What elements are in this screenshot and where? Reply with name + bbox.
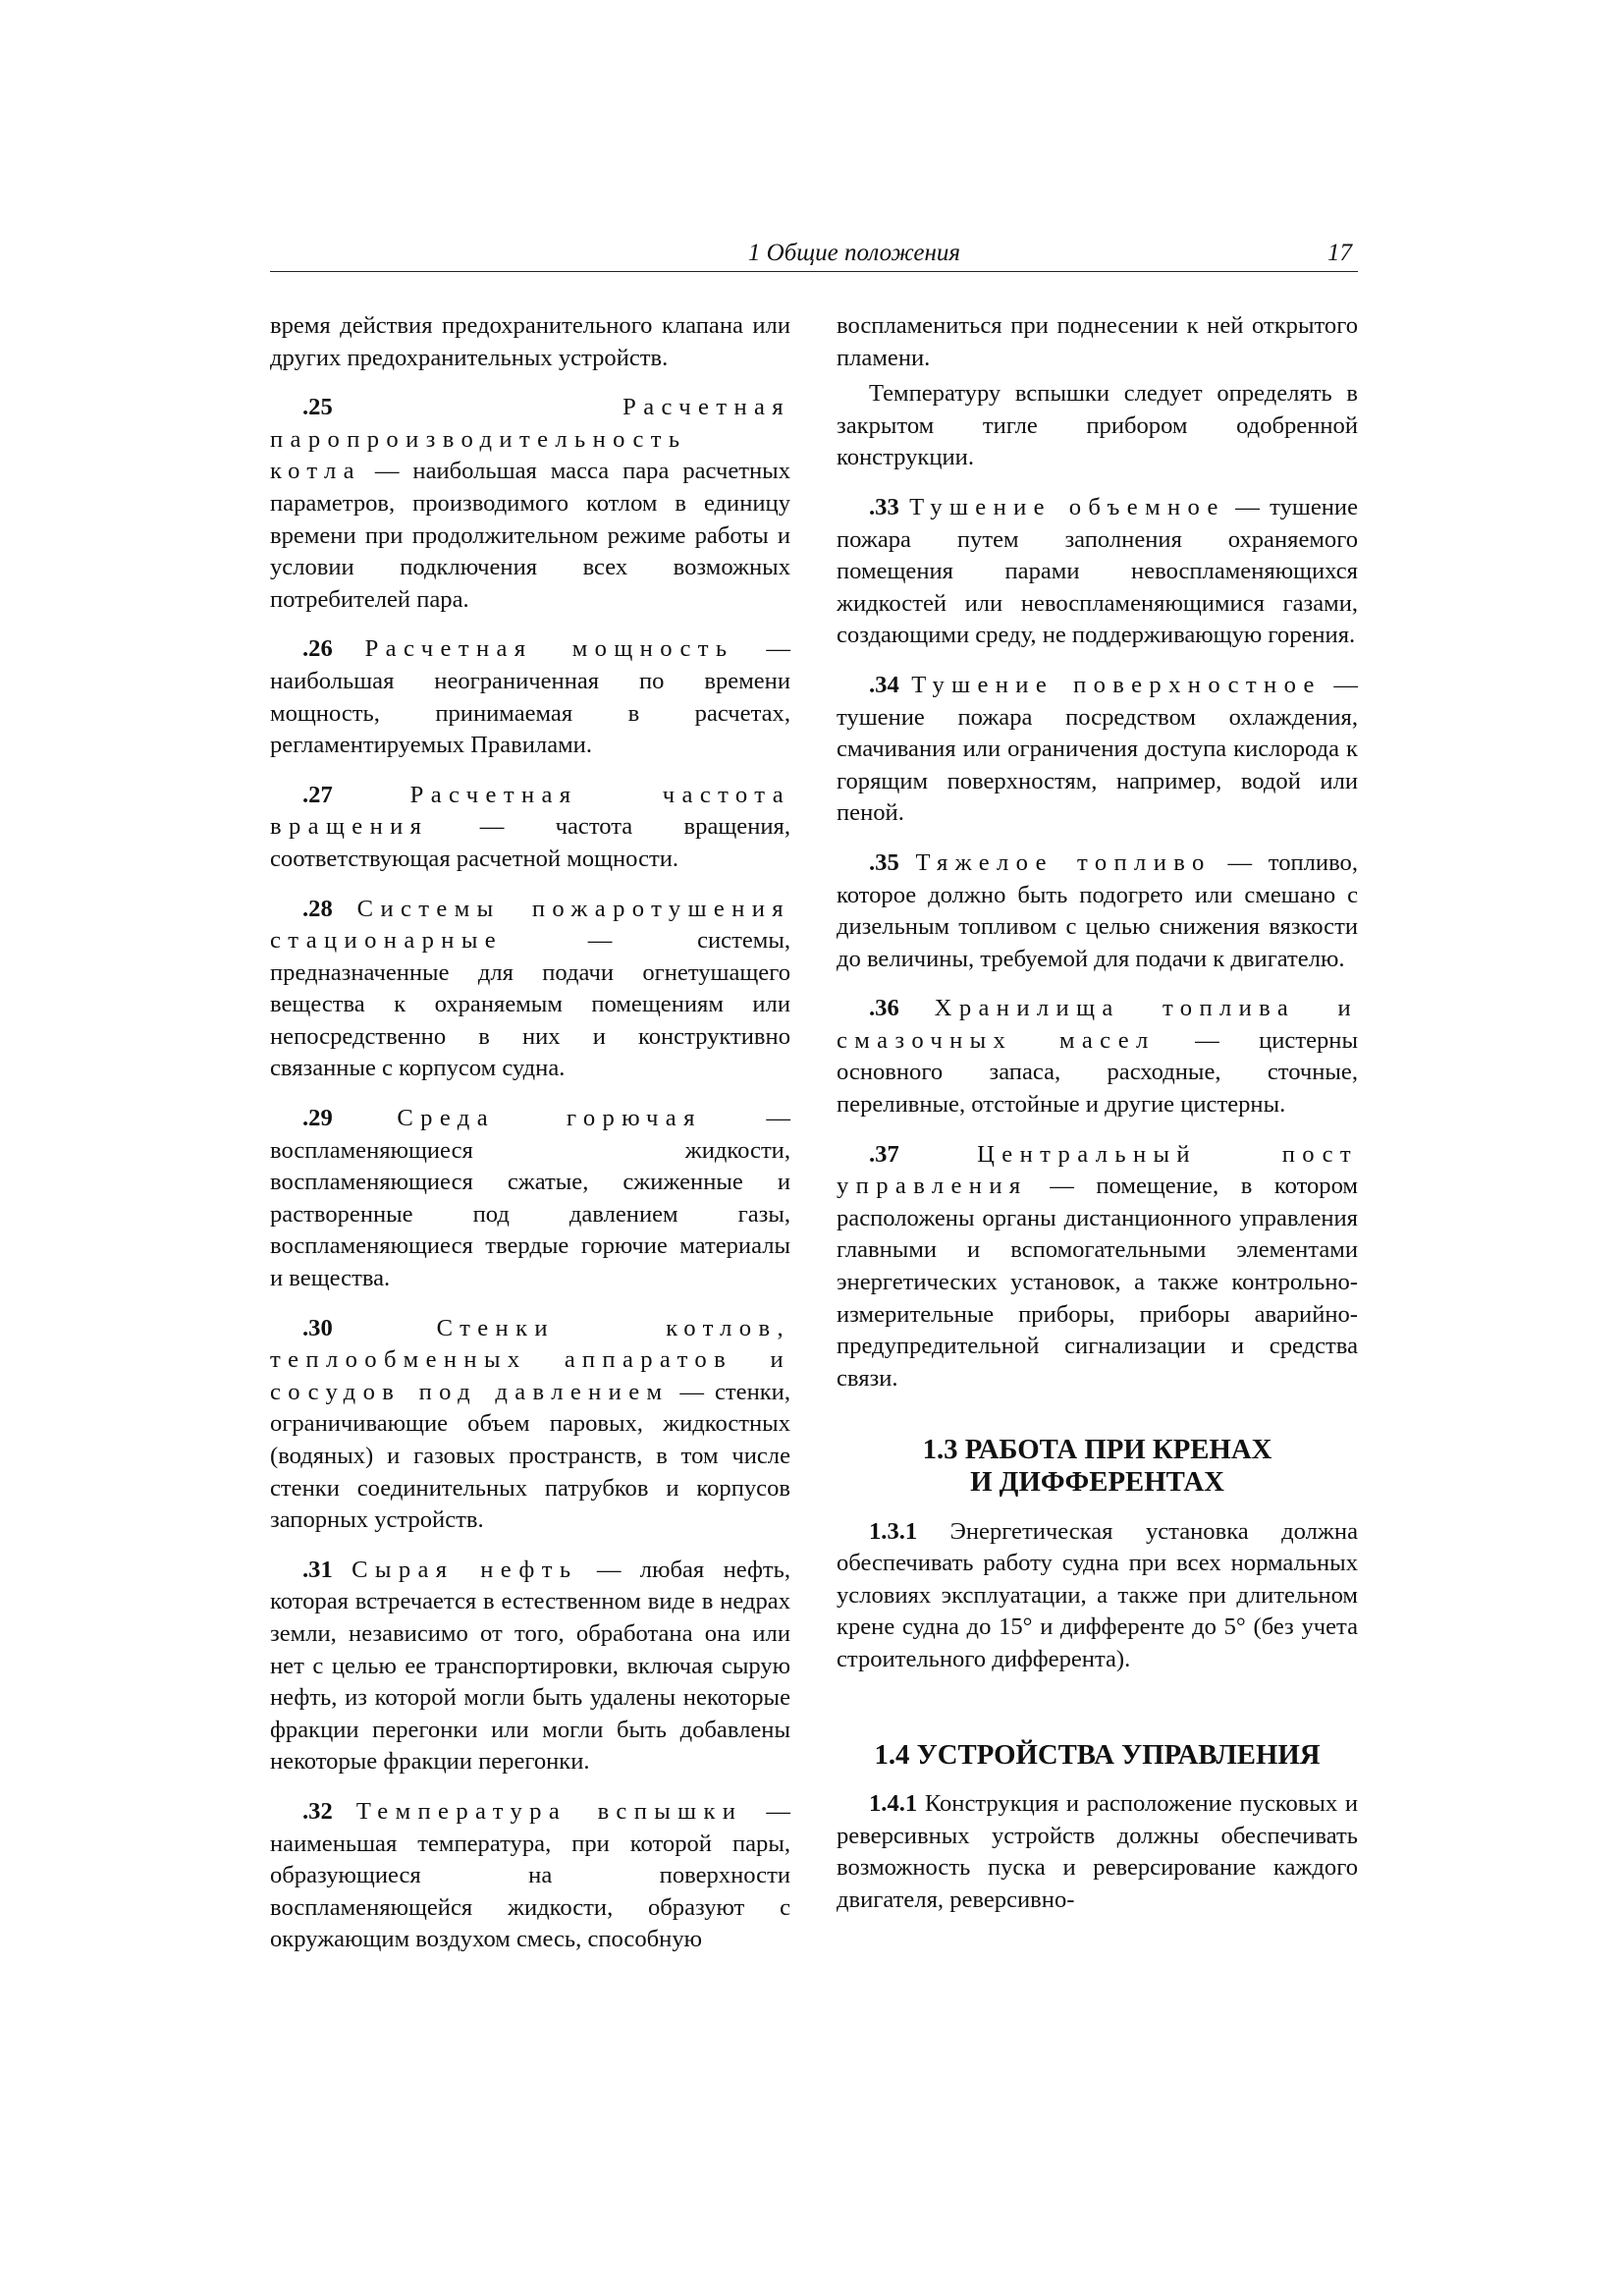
running-header	[270, 240, 1358, 272]
section-heading-1-4: 1.4 УСТРОЙСТВА УПРАВЛЕНИЯ	[874, 1738, 1321, 1771]
definition-37	[837, 1139, 1358, 1395]
definition-text: — стенки, ограничивающие объем паровых, жидкостных (водяных) и газовых пространств, в том числе стенки соединительных патрубков и корпусов запорных устройств.	[270, 1378, 790, 1534]
definition-31	[270, 1555, 790, 1778]
paragraph-number: 1.4.1	[869, 1790, 918, 1818]
continued-paragraph: время действия предохранительного клапана или других предохранительных устройств.	[270, 312, 790, 371]
definition-26	[270, 633, 790, 761]
definition-30	[270, 1313, 790, 1537]
definition-number: .26	[302, 635, 333, 663]
definition-text: — тушение пожара посредством охлаждения, смачивания или ограничения доступа кислорода к горящим поверхностям, например, водой или пеной.	[837, 671, 1358, 827]
definition-term: Центральный пост управления	[837, 1140, 1358, 1200]
definition-27	[270, 780, 790, 876]
definition-text: — цистерны основного запаса, расходные, сточные, переливные, отстойные и другие цистерны.	[837, 1026, 1358, 1119]
definition-36	[837, 993, 1358, 1121]
section-heading-1-3	[837, 1434, 1358, 1498]
definition-number: .32	[302, 1797, 333, 1825]
definition-number: .35	[869, 848, 899, 876]
paragraph-1-3-1	[837, 1516, 1358, 1676]
definition-35	[837, 847, 1358, 975]
definition-number: .36	[869, 995, 899, 1022]
definition-number: .27	[302, 781, 333, 808]
paragraph-text: Энергетическая установка должна обеспечивать работу судна при всех нормальных условиях эксплуатации, а также при длительном крене судна до 15° и дифференте до 5° (без учета строительного дифферента).	[837, 1517, 1358, 1672]
definition-text: — наибольшая масса пара расчетных параметров, производимого котлом в единицу времени при продолжительном режиме работы и условии подключения всех возможных потребителей пара.	[270, 458, 790, 613]
definition-number: .28	[302, 895, 333, 922]
definition-number: .31	[302, 1556, 333, 1583]
definition-term: Системы пожаротушения стационарные	[270, 895, 790, 955]
definition-25	[270, 392, 790, 616]
definition-term: Среда горючая	[397, 1105, 702, 1132]
definition-28	[270, 894, 790, 1086]
paragraph: Температуру вспышки следует определять в закрытом тигле прибором одобренной конструкции.	[837, 380, 1358, 471]
definition-term: Расчетная мощность	[364, 635, 734, 663]
paragraph-1-4-1	[837, 1788, 1358, 1916]
definition-term: Температура вспышки	[355, 1797, 743, 1825]
definition-32	[270, 1796, 790, 1956]
section-heading-line: И ДИФФЕРЕНТАХ	[970, 1466, 1224, 1498]
definition-term: Хранилища топлива и смазочных масел	[837, 995, 1358, 1054]
definition-number: .33	[869, 493, 899, 520]
definition-term: Тушение поверхностное	[911, 671, 1322, 698]
definition-term: Расчетная паропроизводительность котла	[270, 394, 790, 485]
definition-term: Тушение объемное	[909, 493, 1225, 520]
left-column	[270, 310, 790, 1956]
definition-text: — топливо, которое должно быть подогрето или смешано с дизельным топливом с целью снижения вязкости до величины, требуемой для подачи к двигателю.	[837, 848, 1358, 972]
definition-text: — частота вращения, соответствующая расчетной мощности.	[270, 813, 790, 872]
running-header-section: 1 Общие положения	[747, 240, 960, 266]
definition-text: — системы, предназначенные для подачи огнетушащего вещества к охраняемым помещениям или непосредственно в них и конструктивно связанные с корпусом судна.	[270, 927, 790, 1082]
definition-term: Стенки котлов, теплообменных аппаратов и сосудов под давлением	[270, 1314, 790, 1405]
definition-34	[837, 670, 1358, 830]
paragraph-text: Конструкция и расположение пусковых и реверсивных устройств должны обеспечивать возможность пуска и реверсирование каждого двигателя, реверсивно-	[837, 1790, 1358, 1913]
definition-number: .34	[869, 671, 899, 698]
definition-text: — тушение пожара путем заполнения охраняемого помещения парами невоспламеняющихся жидкостей или невоспламеняющимися газами, создающими среду, не поддерживающую горения.	[837, 493, 1358, 649]
definition-term: Расчетная частота вращения	[270, 781, 790, 841]
definition-33	[837, 492, 1358, 652]
page-number: 17	[1327, 240, 1352, 266]
definition-number: .29	[302, 1105, 333, 1132]
definition-number: .25	[302, 394, 333, 421]
definition-text: — помещение, в котором расположены органы дистанционного управления главными и вспомогательными элементами энергетических установок, а также контрольно-измерительные приборы, приборы аварийно-предупредительной сигнализации и средства связи.	[837, 1173, 1358, 1392]
definition-text: — воспламеняющиеся жидкости, воспламеняющиеся сжатые, сжиженные и растворенные под давлением газы, воспламеняющиеся твердые горючие материалы и вещества.	[270, 1105, 790, 1292]
definition-text: — наибольшая неограниченная по времени мощность, принимаемая в расчетах, регламентируемых Правилами.	[270, 635, 790, 759]
paragraph-number: 1.3.1	[869, 1517, 918, 1545]
definition-text: — любая нефть, которая встречается в естественном виде в недрах земли, независимо от того, обработана она или нет с целью ее транспортировки, включая сырую нефть, из которой могли быть удалены некоторые фракции перегонки или могли быть добавлены некоторые фракции перегонки.	[270, 1556, 790, 1776]
definition-number: .30	[302, 1314, 333, 1341]
definition-number: .37	[869, 1140, 899, 1168]
right-column	[837, 310, 1358, 1917]
definition-29	[270, 1103, 790, 1295]
definition-term: Тяжелое топливо	[915, 848, 1212, 876]
definition-text: — наименьшая температура, при которой пары, образующиеся на поверхности воспламеняющейся жидкости, образуют с окружающим воздухом смесь, способную	[270, 1797, 791, 1953]
definition-term: Сырая нефть	[352, 1556, 578, 1583]
continued-paragraph: воспламениться при поднесении к ней открытого пламени.	[837, 312, 1358, 371]
section-heading-line: 1.3 РАБОТА ПРИ КРЕНАХ	[922, 1434, 1272, 1466]
